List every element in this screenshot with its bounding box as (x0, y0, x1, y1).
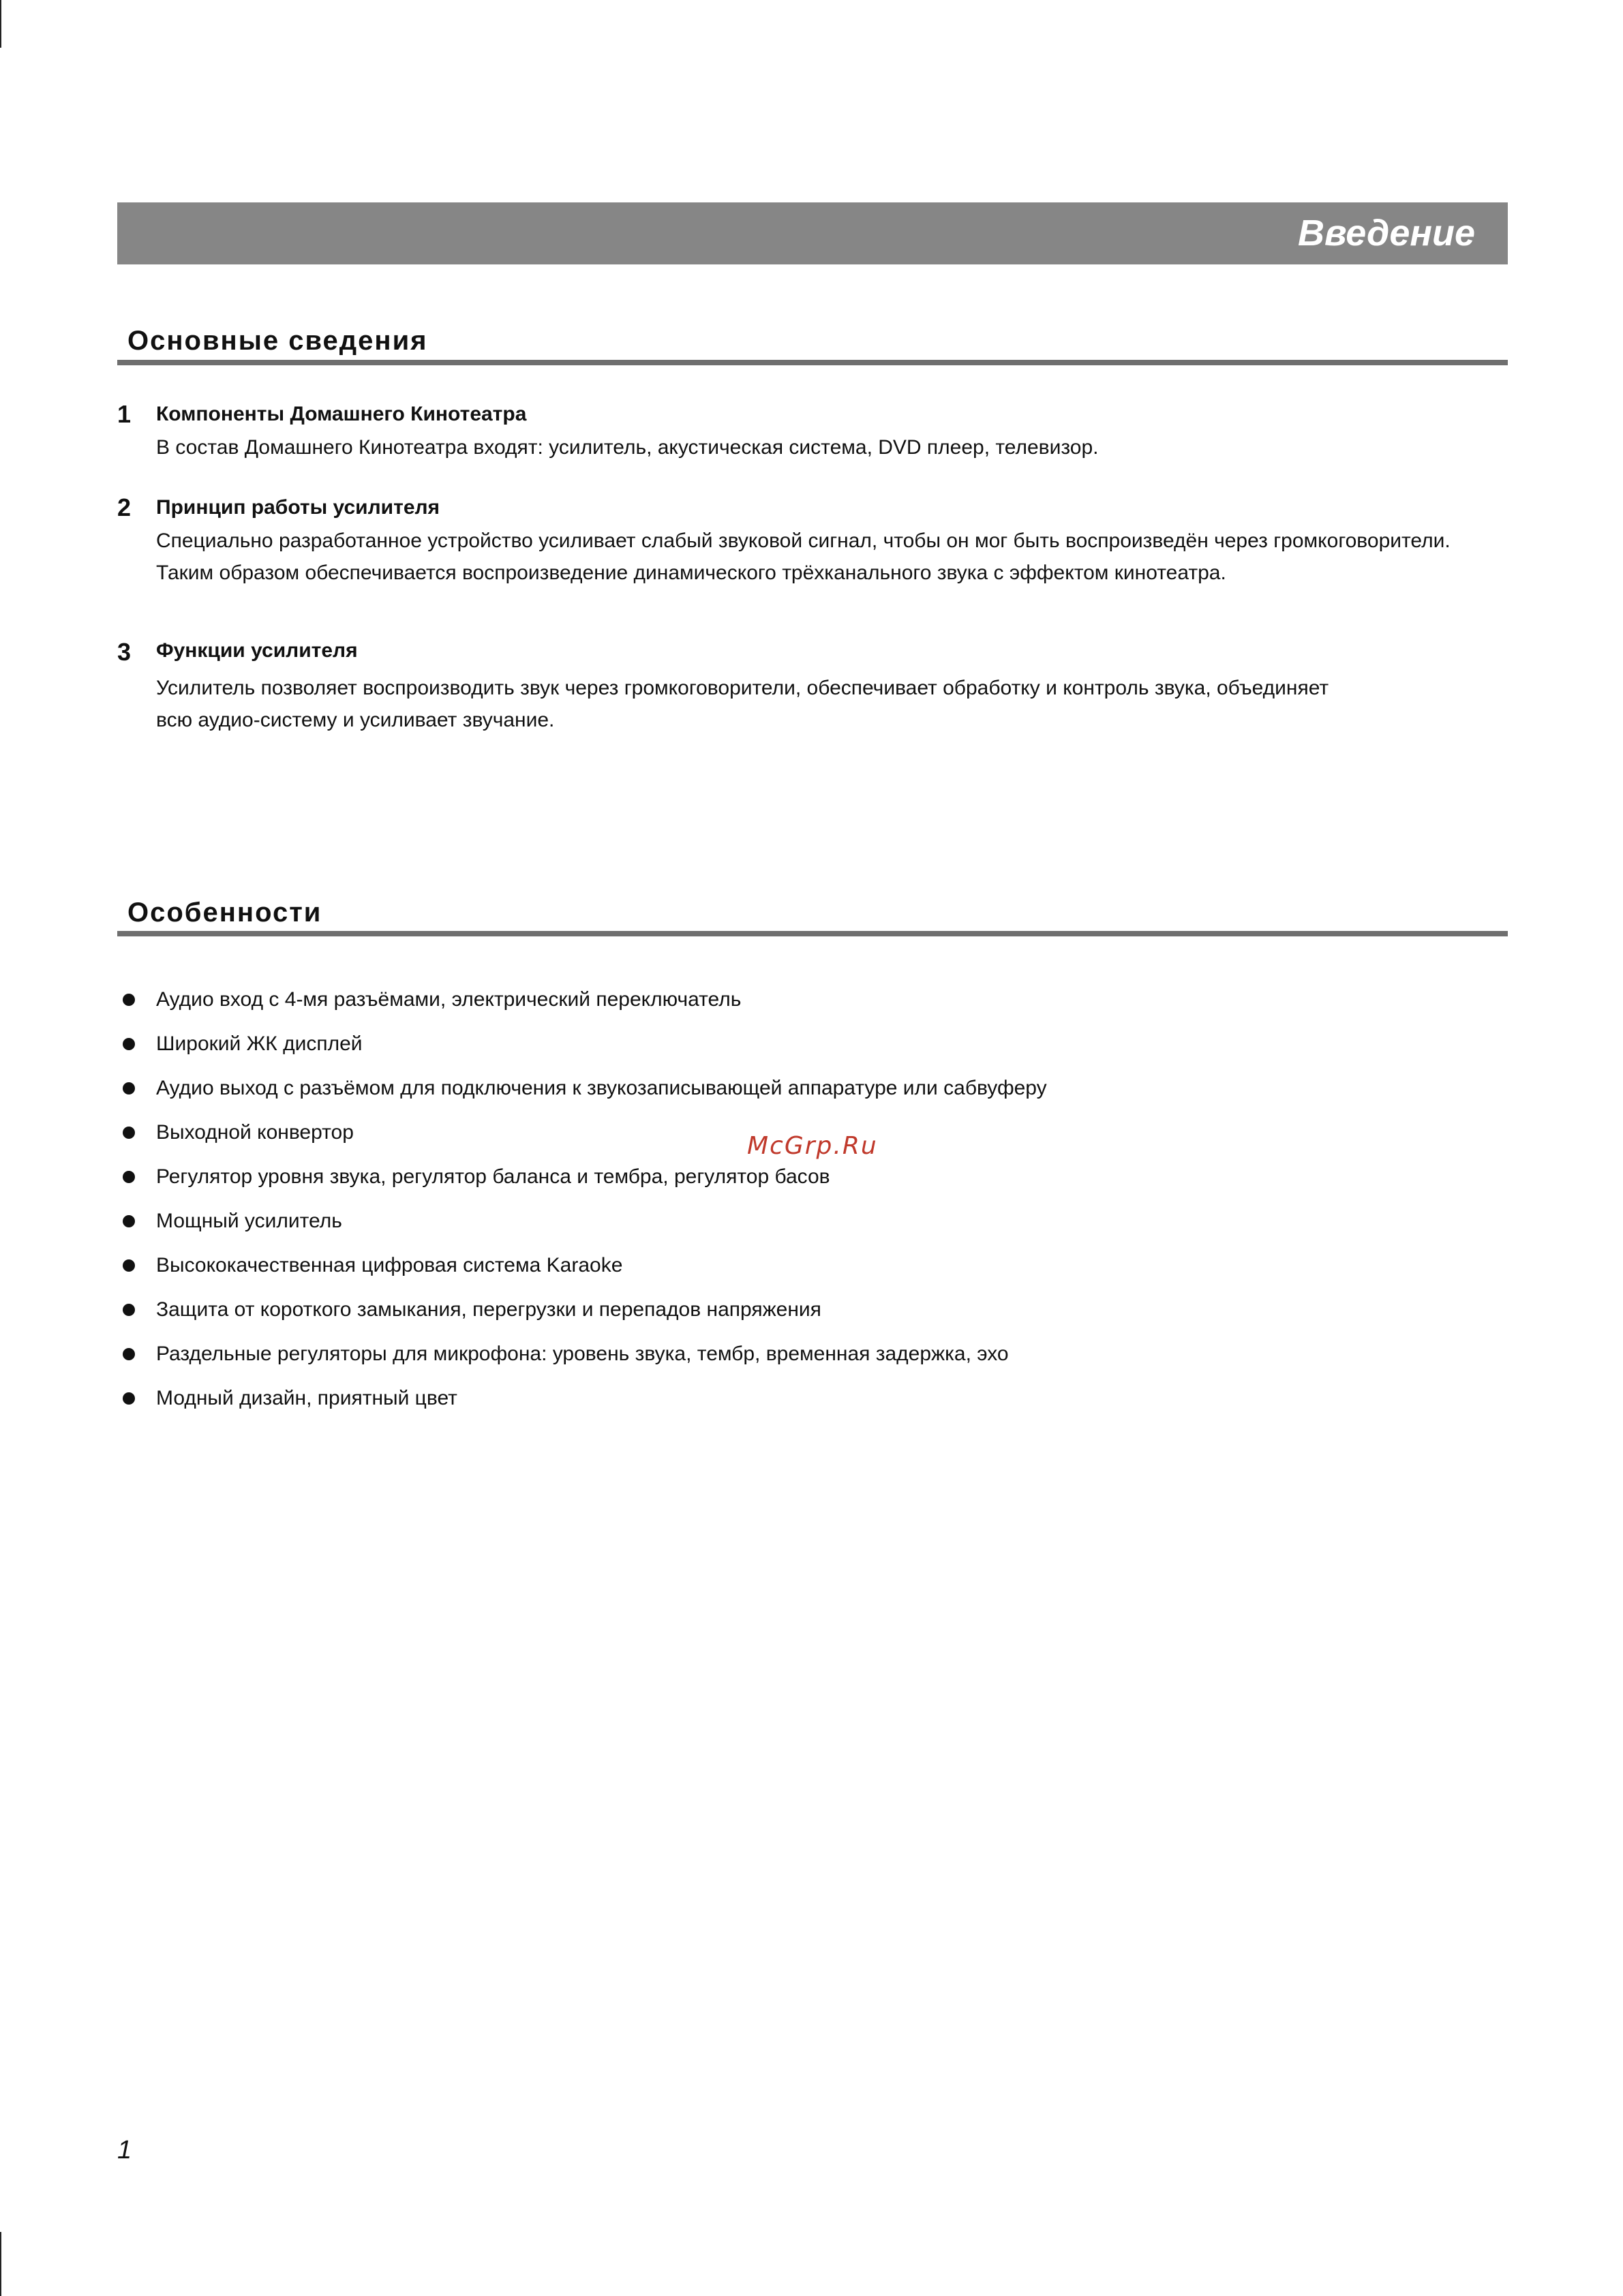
feature-text: Широкий ЖК дисплей (156, 1032, 363, 1055)
bullet-icon (123, 1304, 135, 1316)
feature-text: Аудио вход с 4-мя разъёмами, электрический переключатель (156, 988, 742, 1011)
feature-text: Защита от короткого замыкания, перегрузки и перепадов напряжения (156, 1298, 821, 1321)
bullet-icon (123, 1127, 135, 1139)
bullet-icon (123, 1348, 135, 1360)
feature-text: Аудио выход с разъёмом для подключения к звукозаписывающей аппаратуре или сабвуферу (156, 1077, 1047, 1099)
page-title: Введение (1297, 213, 1475, 254)
feature-text: Мощный усилитель (156, 1210, 342, 1232)
feature-text: Модный дизайн, приятный цвет (156, 1387, 457, 1409)
feature-text: Высококачественная цифровая система Karaoke (156, 1254, 623, 1276)
section-heading-basics: Основные сведения (127, 326, 428, 356)
title-bar (117, 202, 1508, 264)
feature-text: Выходной конвертор (156, 1121, 354, 1144)
watermark: McGrp.Ru (747, 1132, 878, 1160)
item-text-1-line-1: В состав Домашнего Кинотеатра входят: усилитель, акустическая система, DVD плеер, телевизор. (156, 436, 1099, 459)
item-title-2: Принцип работы усилителя (156, 496, 440, 519)
bullet-icon (123, 1215, 135, 1227)
bullet-icon (123, 1171, 135, 1183)
section-rule-features (117, 931, 1508, 936)
item-title-3: Функции усилителя (156, 639, 358, 662)
item-title-1: Компоненты Домашнего Кинотеатра (156, 403, 527, 425)
section-rule-basics (117, 360, 1508, 365)
item-text-2-line-1: Специально разработанное устройство усиливает слабый звуковой сигнал, чтобы он мог быть воспроизведён через громкоговорители. (156, 530, 1451, 552)
item-number-1: 1 (117, 400, 132, 428)
feature-text: Регулятор уровня звука, регулятор баланса и тембра, регулятор басов (156, 1165, 830, 1188)
page-number: 1 (117, 2136, 132, 2164)
item-text-3-line-2: всю аудио-систему и усиливает звучание. (156, 709, 555, 731)
crop-mark-top (0, 0, 1, 48)
item-text-3-line-1: Усилитель позволяет воспроизводить звук через громкоговорители, обеспечивает обработку и контроль звука, объединяет (156, 677, 1329, 699)
item-text-2-line-2: Таким образом обеспечивается воспроизведение динамического трёхканального звука с эффектом кинотеатра. (156, 562, 1226, 584)
bullet-icon (123, 1038, 135, 1050)
bullet-icon (123, 1392, 135, 1405)
item-number-3: 3 (117, 638, 132, 666)
section-heading-features: Особенности (127, 898, 322, 928)
feature-text: Раздельные регуляторы для микрофона: уровень звука, тембр, временная задержка, эхо (156, 1343, 1009, 1365)
crop-mark-bottom (0, 2232, 1, 2296)
bullet-icon (123, 1259, 135, 1272)
bullet-icon (123, 994, 135, 1006)
item-number-2: 2 (117, 493, 132, 521)
bullet-icon (123, 1082, 135, 1095)
